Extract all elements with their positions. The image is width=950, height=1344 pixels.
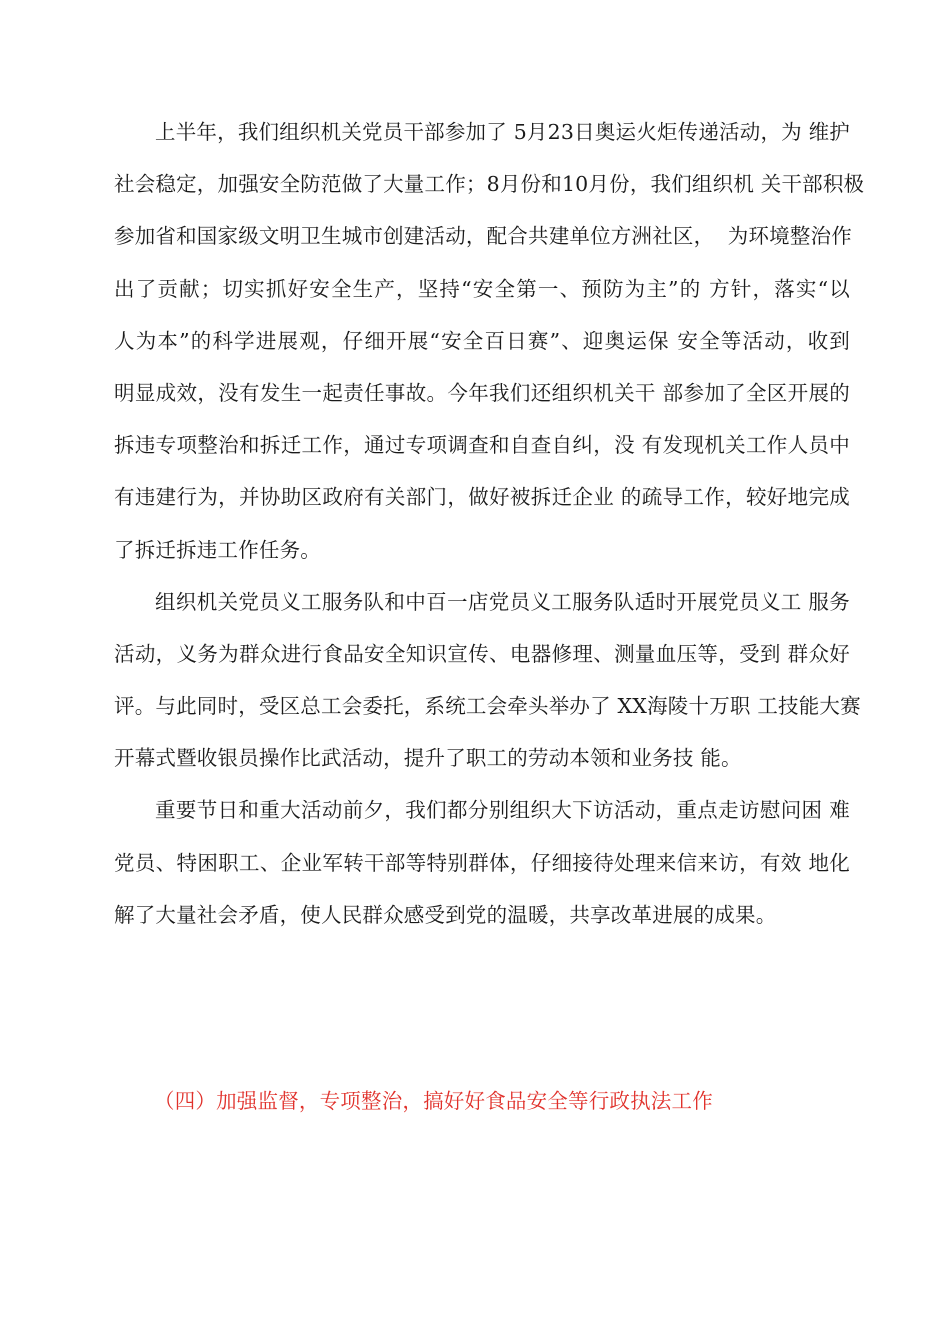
paragraph-line: 解了大量社会矛盾，使人民群众感受到党的温暖，共享改革进展的成果。 <box>114 902 777 927</box>
paragraph-line: 社会稳定，加强安全防范做了大量工作；8月份和10月份，我们组织机 关干部积极 <box>114 172 865 197</box>
paragraph-line: 组织机关党员义工服务队和中百一店党员义工服务队适时开展党员义工 服务 <box>155 589 850 614</box>
paragraph-line: 拆违专项整治和拆迁工作，通过专项调查和自查自纠，没 有发现机关工作人员中 <box>114 433 850 458</box>
paragraph-line: 人为本”的科学进展观，仔细开展“安全百日赛”、迎奥运保 安全等活动，收到 <box>114 328 850 353</box>
paragraph-line: 参加省和国家级文明卫生城市创建活动，配合共建单位方洲社区， 为环境整治作 <box>114 224 852 249</box>
paragraph-line: 了拆迁拆违工作任务。 <box>114 537 321 562</box>
paragraph-3 <box>114 790 850 947</box>
paragraph-2 <box>114 582 861 791</box>
paragraph-line: 评。与此同时，受区总工会委托，系统工会牵头举办了 XX海陵十万职 工技能大赛 <box>114 694 861 719</box>
paragraph-1 <box>114 112 865 582</box>
paragraph-line: 活动，义务为群众进行食品安全知识宣传、电器修理、测量血压等，受到 群众好 <box>114 641 850 666</box>
document-body <box>114 112 865 947</box>
paragraph-line: 党员、特困职工、企业军转干部等特别群体，仔细接待处理来信来访，有效 地化 <box>114 850 850 875</box>
paragraph-line: 有违建行为，并协助区政府有关部门，做好被拆迁企业 的疏导工作，较好地完成 <box>114 485 850 510</box>
paragraph-line: 上半年，我们组织机关党员干部参加了 5月23日奥运火炬传递活动，为 维护 <box>155 120 850 144</box>
paragraph-line: 开幕式暨收银员操作比武活动，提升了职工的劳动本领和业务技 能。 <box>114 746 742 771</box>
paragraph-line: 出了贡献；切实抓好安全生产，坚持“安全第一、预防为主”的 方针，落实“以 <box>114 276 850 301</box>
paragraph-line: 重要节日和重大活动前夕，我们都分别组织大下访活动，重点走访慰问困 难 <box>155 798 850 823</box>
paragraph-line: 明显成效，没有发生一起责任事故。今年我们还组织机关干 部参加了全区开展的 <box>114 380 850 405</box>
section-heading: （四）加强监督，专项整治，搞好好食品安全等行政执法工作 <box>154 1089 713 1113</box>
